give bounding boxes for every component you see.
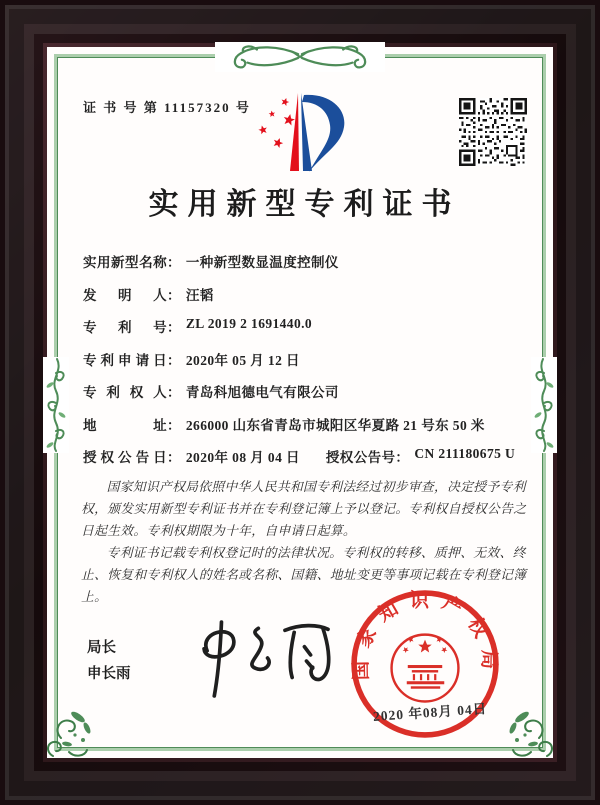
field-colon: ：	[167, 352, 181, 368]
field-colon: ：	[167, 450, 181, 465]
seal-agency-text: 国家知识产权局	[351, 590, 499, 681]
cnipa-logo	[248, 87, 352, 177]
national-emblem-icon	[392, 635, 459, 702]
field-value: 2020年 05 月 12 日	[185, 352, 300, 368]
qr-code	[459, 98, 527, 166]
field-label: 授权公告号	[325, 450, 396, 465]
signer-title: 局长	[87, 640, 116, 656]
signer-name: 申长雨	[87, 666, 131, 683]
field-row-patent-no	[83, 316, 537, 349]
field-row-name	[83, 251, 537, 284]
field-list	[83, 251, 537, 479]
field-value: ZL 2019 2 1691440.0	[185, 316, 313, 331]
field-label: 专利号	[83, 320, 167, 335]
field-colon: ：	[167, 385, 181, 400]
field-label: 地址	[83, 417, 167, 433]
field-label: 授权公告日	[83, 450, 167, 465]
certificate-title: 实用新型专利证书	[148, 188, 461, 221]
field-label: 专利申请日	[83, 352, 167, 368]
field-value: 2020年 08 月 04 日	[185, 450, 300, 465]
field-row-filing-date	[83, 349, 537, 382]
field-colon: ：	[167, 255, 181, 270]
field-value: 青岛科旭德电气有限公司	[185, 385, 339, 400]
field-value: 266000 山东省青岛市城阳区华夏路 21 号东 50 米	[185, 417, 485, 433]
certificate-number: 证 书 号 第 11157320 号	[83, 100, 251, 115]
field-label: 实用新型名称	[83, 255, 167, 270]
field-pair-grant-no	[326, 446, 515, 466]
field-row-address	[83, 414, 537, 447]
seal-date: 2020 年08月 04日	[372, 701, 488, 724]
director-signature	[190, 616, 340, 700]
legal-paragraph: 专利证书记载专利权登记时的法律状况。专利权的转移、质押、无效、终止、恢复和专利权人的姓名或名称、国籍、地址变更等事项记载在专利登记簿上。	[81, 546, 527, 604]
field-row-inventor	[83, 284, 537, 317]
field-colon: ：	[167, 320, 181, 335]
field-colon: ：	[167, 287, 181, 303]
field-label: 发明人	[83, 287, 167, 303]
field-value: CN 211180675 U	[414, 446, 516, 461]
field-label: 专利权人	[83, 385, 167, 400]
field-value: 一种新型数显温度控制仪	[185, 255, 339, 270]
certificate-paper	[47, 47, 553, 758]
signer-block	[87, 635, 131, 687]
field-row-patentee	[83, 381, 537, 414]
legal-paragraph: 国家知识产权局依照中华人民共和国专利法经过初步审查，决定授予专利权，颁发实用新型专利证书并在专利登记簿上予以登记。专利权自授权公告之日起生效。专利权期限为十年，自申请日起算。	[81, 480, 527, 538]
field-colon: ：	[167, 417, 181, 433]
certificate-content	[47, 47, 553, 758]
field-colon: ：	[395, 450, 410, 465]
field-value: 汪韬	[185, 287, 214, 303]
field-row-grant	[83, 446, 537, 479]
